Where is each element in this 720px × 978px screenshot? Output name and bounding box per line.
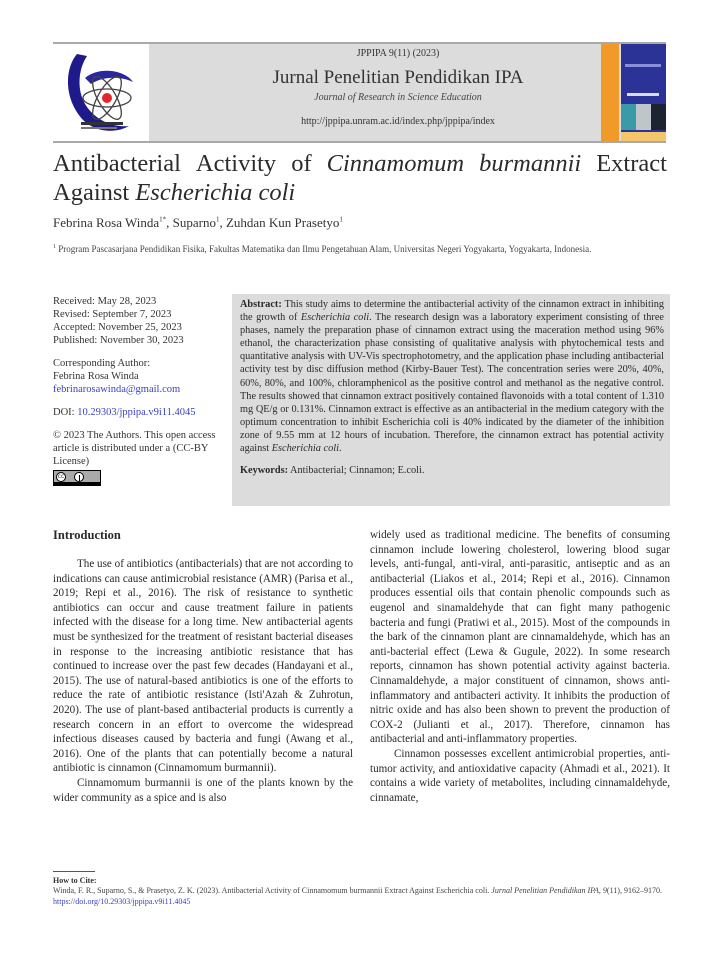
title-word: Cinnamomum <box>326 150 465 177</box>
journal-url[interactable]: http://jppipa.unram.ac.id/index.php/jppipa/index <box>301 116 495 127</box>
author: Suparno <box>172 215 216 230</box>
title-word: burmannii <box>479 150 582 177</box>
accepted-date: Accepted: November 25, 2023 <box>53 322 182 333</box>
author: Febrina Rosa Winda <box>53 215 160 230</box>
corresponding-name: Febrina Rosa Winda <box>53 371 139 382</box>
corresponding-label: Corresponding Author: <box>53 358 151 369</box>
abstract-text: Abstract: This study aims to determine the antibacterial activity of the cinnamon extract in inhibiting the growth of Escherichia coli. The research design was a laboratory experiment consisting of three phases, namely the preparation phase of cinnamon extract using the maceration method using 96% ethanol, the characterization phase consisting of qualitative analysis with phytochemical tests and quantitative analysis with UV-Vis spectrophotometry, and the application phase including antibacterial activity test by disc diffusion method (Kirby-Bauer Test). The concentration series were 20%, 40%, 60%, 80%, and 100%, chloramphenicol as the positive control and methanol as the negative control. The results showed that cinnamon extract positively contained flavonoids with a total content of 1.310 mg QE/g or 0.131%. Cinnamon extract is effective as an antibacterial in the medium category with the optimum concentration to inhibit Escherichia coli is 40% indicated by the diameter of the inhibition zone of 9.55 mm at 12 hours of incubation. Therefore, the cinnamon extract has potential activity against Escherichia coli. <box>240 299 664 455</box>
doi-link[interactable]: 10.29303/jppipa.v9i11.4045 <box>77 407 196 418</box>
received-date: Received: May 28, 2023 <box>53 296 157 307</box>
revised-date: Revised: September 7, 2023 <box>53 309 172 320</box>
doi: DOI: 10.29303/jppipa.v9i11.4045 <box>53 407 196 418</box>
cover-spine <box>601 44 619 141</box>
keywords: Keywords: Antibacterial; Cinnamon; E.coli. <box>240 465 425 477</box>
title-word: Against <box>53 179 136 206</box>
atom-logo-icon <box>55 48 145 138</box>
journal-issue: JPPIPA 9(11) (2023) <box>356 48 440 59</box>
how-to-cite-heading: How to Cite: <box>53 876 97 885</box>
cover-front <box>621 44 666 141</box>
journal-subtitle: Journal of Research in Science Education <box>314 92 482 103</box>
license-text: © 2023 The Authors. This open access article is distributed under a (CC-BY License) <box>53 430 216 467</box>
citation-doi-link[interactable]: https://doi.org/10.29303/jppipa.v9i11.4045 <box>53 896 191 906</box>
author: Zuhdan Kun Prasetyo <box>225 215 340 230</box>
journal-title: Jurnal Penelitian Pendidikan IPA <box>272 67 524 88</box>
journal-header <box>53 42 666 143</box>
footnote-rule <box>53 871 95 872</box>
title-word: Activity <box>195 150 277 177</box>
body-column-left <box>53 528 353 805</box>
title-word: Extract <box>596 150 667 177</box>
title-word: of <box>291 150 312 177</box>
title-word: Escherichia coli <box>135 179 296 206</box>
published-date: Published: November 30, 2023 <box>53 335 184 346</box>
paragraph: Cinnamomum burmannii is one of the plants known by the wider community as a spice and is also <box>53 776 353 804</box>
paragraph: widely used as traditional medicine. The benefits of consuming cinnamon include lowering cholesterol, lowering blood sugar levels, anti-fungal, anti-viral, anti-parasitic, antiseptic and as an antibacterial (Liakos et al., 2014; Repi et al., 2016). Cinnamon produces essential oils that contain phenolic compounds such as eugenol and sinamaldehyde that can fight many pathogenic bacteria and fungi (Pratiwi et al., 2015). Most of the compounds in the bark of the cinnamon plant are cinnamaldehyde, which has an anti-bacterial effect (Lewa & Gugule, 2022). In some research reports, cinnamon has shown potential activity against bacteria. Cinnamaldehyde, a major constituent of cinnamon, shows anti-inflammatory and antibacteri activity. It inhibits the production of nitric oxide and has also been shown to prevent the production of COX-2 (Julianti et al., 2017). Therefore, cinnamon has antibacterial and anti-inflammatory properties. <box>370 529 670 746</box>
article-title <box>53 149 667 207</box>
paragraph: Cinnamon possesses excellent antimicrobial properties, anti-tumor activity, and antioxidative capacity (Ahmadi et al., 2021). It contains a wide variety of metabolites, including cinnamaldehyde, cinnamate, <box>370 747 670 804</box>
cc-by-badge-icon[interactable]: cc <box>53 470 101 486</box>
abstract-box <box>232 294 670 506</box>
author-list: Febrina Rosa Winda$^{1*}$, Suparno$^1$, Zuhdan Kun Prasetyo$^1$ <box>53 215 343 230</box>
affiliation: $^1$ Program Pascasarjana Pendidikan Fisika, Fakultas Matematika dan Ilmu Pengetahuan Alam, Universitas Negeri Yogyakarta, Yogyakarta, Indonesia. <box>53 244 592 254</box>
citation-text: Winda, F. R., Suparno, S., & Prasetyo, Z. K. (2023). Antibacterial Activity of Cinnamomum burmannii Extract Against Escherichia coli. Jurnal Penelitian Pendidikan IPA, 9(11), 9162–9170. https://doi.org/10.29303/jppipa.v9i11.4045 <box>53 886 662 906</box>
journal-cover-thumbnail <box>601 44 666 141</box>
paragraph: The use of antibiotics (antibacterials) that are not according to indications can cause antimicrobial resistance (AMR) (Parisa et al., 2019; Repi et al., 2016). The risk of resistance to synthetic antibiotics can occur and cause treatment failure in patients infected with the disease for a long time. New antibacterial agents must be synthesized for the treatment of resistant bacterial diseases in response to the increasing antibiotic resistance that has continued to increase over the past few decades (Handayani et al., 2015). The use of natural-based antibiotics is one of the efforts to reduce the rate of antibiotic resistance (Isti'Azah & Zuhrotun, 2020). The use of plant-based antibacterial products is currently a research concern in an effort to overcome the widespread infectious diseases caused by bacteria and fungi (Awang et al., 2016). One of the plants that can potentially become a natural antibiotic is cinnamon (Cinnamomum burmannii). <box>53 558 353 775</box>
section-heading: Introduction <box>53 528 121 542</box>
article-meta <box>53 295 223 490</box>
corresponding-email-link[interactable]: febrinarosawinda@gmail.com <box>53 384 181 395</box>
body-column-right <box>370 528 670 805</box>
title-word: Antibacterial <box>53 150 181 177</box>
